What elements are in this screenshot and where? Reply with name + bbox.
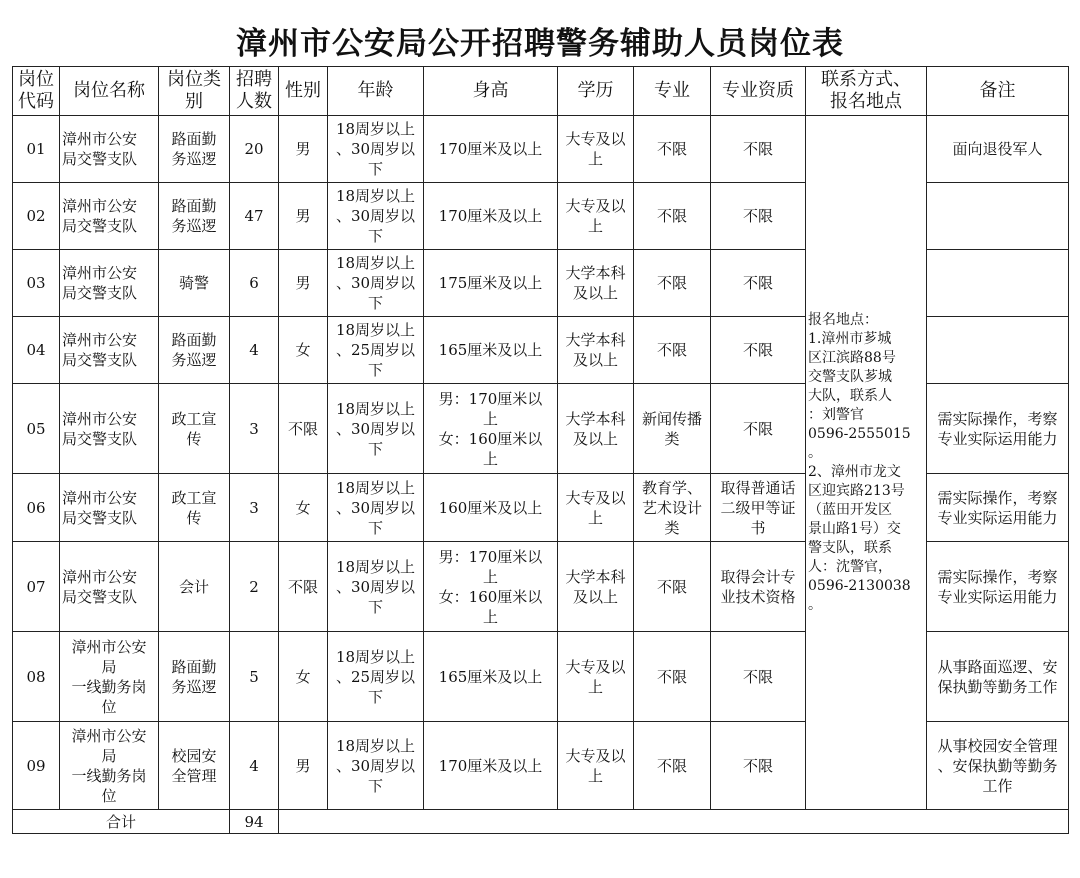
header-gender: 性别 — [279, 67, 328, 116]
cell-count: 2 — [230, 542, 279, 632]
cell-age: 18周岁以上 、30周岁以 下 — [328, 384, 424, 474]
cell-education: 大专及以 上 — [558, 183, 634, 250]
cell-category: 会计 — [159, 542, 230, 632]
cell-code: 08 — [13, 632, 60, 722]
cell-major: 不限 — [634, 722, 711, 810]
cell-notes: 面向退役军人 — [927, 116, 1069, 183]
cell-name: 漳州市公安 局交警支队 — [60, 317, 159, 384]
header-age: 年龄 — [328, 67, 424, 116]
cell-height: 170厘米及以上 — [424, 116, 558, 183]
cell-count: 20 — [230, 116, 279, 183]
table-row — [13, 116, 1069, 183]
cell-major: 不限 — [634, 542, 711, 632]
cell-notes: 需实际操作，考察 专业实际运用能力 — [927, 384, 1069, 474]
cell-height: 170厘米及以上 — [424, 722, 558, 810]
cell-count: 4 — [230, 317, 279, 384]
header-category: 岗位类 别 — [159, 67, 230, 116]
cell-notes: 从事校园安全管理 、安保执勤等勤务 工作 — [927, 722, 1069, 810]
cell-education: 大专及以 上 — [558, 722, 634, 810]
cell-major: 不限 — [634, 250, 711, 317]
cell-age: 18周岁以上 、30周岁以 下 — [328, 722, 424, 810]
cell-category: 路面勤 务巡逻 — [159, 317, 230, 384]
cell-qualification: 不限 — [711, 317, 806, 384]
cell-height: 170厘米及以上 — [424, 183, 558, 250]
cell-education: 大专及以 上 — [558, 116, 634, 183]
cell-code: 07 — [13, 542, 60, 632]
cell-notes: 需实际操作，考察 专业实际运用能力 — [927, 542, 1069, 632]
header-code: 岗位 代码 — [13, 67, 60, 116]
cell-age: 18周岁以上 、30周岁以 下 — [328, 116, 424, 183]
cell-major: 不限 — [634, 183, 711, 250]
cell-qualification: 取得会计专 业技术资格 — [711, 542, 806, 632]
cell-height: 165厘米及以上 — [424, 317, 558, 384]
cell-count: 3 — [230, 474, 279, 542]
cell-category: 政工宣 传 — [159, 474, 230, 542]
cell-age: 18周岁以上 、30周岁以 下 — [328, 542, 424, 632]
total-count: 94 — [230, 810, 279, 834]
cell-gender: 女 — [279, 317, 328, 384]
cell-code: 02 — [13, 183, 60, 250]
cell-code: 01 — [13, 116, 60, 183]
cell-age: 18周岁以上 、25周岁以 下 — [328, 632, 424, 722]
cell-notes — [927, 317, 1069, 384]
header-height: 身高 — [424, 67, 558, 116]
cell-gender: 女 — [279, 632, 328, 722]
cell-height: 175厘米及以上 — [424, 250, 558, 317]
cell-category: 骑警 — [159, 250, 230, 317]
cell-name: 漳州市公安 局 一线勤务岗 位 — [60, 632, 159, 722]
cell-height: 165厘米及以上 — [424, 632, 558, 722]
cell-name: 漳州市公安 局交警支队 — [60, 183, 159, 250]
cell-gender: 男 — [279, 183, 328, 250]
cell-education: 大学本科 及以上 — [558, 384, 634, 474]
cell-age: 18周岁以上 、30周岁以 下 — [328, 474, 424, 542]
header-name: 岗位名称 — [60, 67, 159, 116]
cell-name: 漳州市公安 局交警支队 — [60, 474, 159, 542]
cell-notes — [927, 183, 1069, 250]
cell-name: 漳州市公安 局 一线勤务岗 位 — [60, 722, 159, 810]
cell-name: 漳州市公安 局交警支队 — [60, 250, 159, 317]
cell-name: 漳州市公安 局交警支队 — [60, 116, 159, 183]
cell-qualification: 取得普通话 二级甲等证 书 — [711, 474, 806, 542]
cell-age: 18周岁以上 、30周岁以 下 — [328, 250, 424, 317]
cell-major: 新闻传播 类 — [634, 384, 711, 474]
cell-qualification: 不限 — [711, 632, 806, 722]
page-title: 漳州市公安局公开招聘警务辅助人员岗位表 — [236, 26, 844, 62]
cell-code: 03 — [13, 250, 60, 317]
cell-count: 4 — [230, 722, 279, 810]
cell-age: 18周岁以上 、30周岁以 下 — [328, 183, 424, 250]
cell-height: 160厘米及以上 — [424, 474, 558, 542]
total-row — [13, 810, 1069, 834]
header-education: 学历 — [558, 67, 634, 116]
cell-code: 04 — [13, 317, 60, 384]
cell-qualification: 不限 — [711, 250, 806, 317]
cell-code: 06 — [13, 474, 60, 542]
cell-code: 05 — [13, 384, 60, 474]
header-notes: 备注 — [927, 67, 1069, 116]
header-count: 招聘 人数 — [230, 67, 279, 116]
cell-major: 不限 — [634, 317, 711, 384]
cell-qualification: 不限 — [711, 722, 806, 810]
header-major: 专业 — [634, 67, 711, 116]
header-row — [13, 67, 1069, 116]
cell-notes: 从事路面巡逻、安 保执勤等勤务工作 — [927, 632, 1069, 722]
cell-category: 政工宣 传 — [159, 384, 230, 474]
header-contact: 联系方式、 报名地点 — [806, 67, 927, 116]
cell-name: 漳州市公安 局交警支队 — [60, 384, 159, 474]
cell-major: 不限 — [634, 116, 711, 183]
cell-gender: 男 — [279, 722, 328, 810]
cell-major: 不限 — [634, 632, 711, 722]
cell-education: 大学本科 及以上 — [558, 542, 634, 632]
cell-count: 6 — [230, 250, 279, 317]
cell-code: 09 — [13, 722, 60, 810]
cell-category: 路面勤 务巡逻 — [159, 116, 230, 183]
cell-count: 47 — [230, 183, 279, 250]
cell-major: 教育学、 艺术设计 类 — [634, 474, 711, 542]
cell-count: 5 — [230, 632, 279, 722]
header-qualification: 专业资质 — [711, 67, 806, 116]
cell-education: 大专及以 上 — [558, 474, 634, 542]
cell-category: 路面勤 务巡逻 — [159, 183, 230, 250]
total-empty — [279, 810, 1069, 834]
cell-height: 男：170厘米以 上 女：160厘米以 上 — [424, 542, 558, 632]
cell-gender: 男 — [279, 116, 328, 183]
cell-category: 校园安 全管理 — [159, 722, 230, 810]
total-label: 合计 — [13, 810, 230, 834]
cell-education: 大专及以 上 — [558, 632, 634, 722]
contact-info: 报名地点： 1.漳州市芗城 区江滨路88号 交警支队芗城 大队，联系人 ：刘警官 0596-2555015 。 2、漳州市龙文 区迎宾路213号 （蓝田开发区 景山路1号）交 警支队，联系 人：沈警官， 0596-2130038 。 — [806, 116, 927, 810]
cell-name: 漳州市公安 局交警支队 — [60, 542, 159, 632]
cell-gender: 不限 — [279, 542, 328, 632]
cell-notes: 需实际操作，考察 专业实际运用能力 — [927, 474, 1069, 542]
cell-qualification: 不限 — [711, 384, 806, 474]
cell-qualification: 不限 — [711, 116, 806, 183]
cell-education: 大学本科 及以上 — [558, 317, 634, 384]
cell-count: 3 — [230, 384, 279, 474]
cell-category: 路面勤 务巡逻 — [159, 632, 230, 722]
cell-gender: 男 — [279, 250, 328, 317]
cell-age: 18周岁以上 、25周岁以 下 — [328, 317, 424, 384]
cell-notes — [927, 250, 1069, 317]
cell-gender: 女 — [279, 474, 328, 542]
cell-gender: 不限 — [279, 384, 328, 474]
cell-height: 男：170厘米以 上 女：160厘米以 上 — [424, 384, 558, 474]
cell-education: 大学本科 及以上 — [558, 250, 634, 317]
positions-table — [12, 66, 1069, 834]
cell-qualification: 不限 — [711, 183, 806, 250]
